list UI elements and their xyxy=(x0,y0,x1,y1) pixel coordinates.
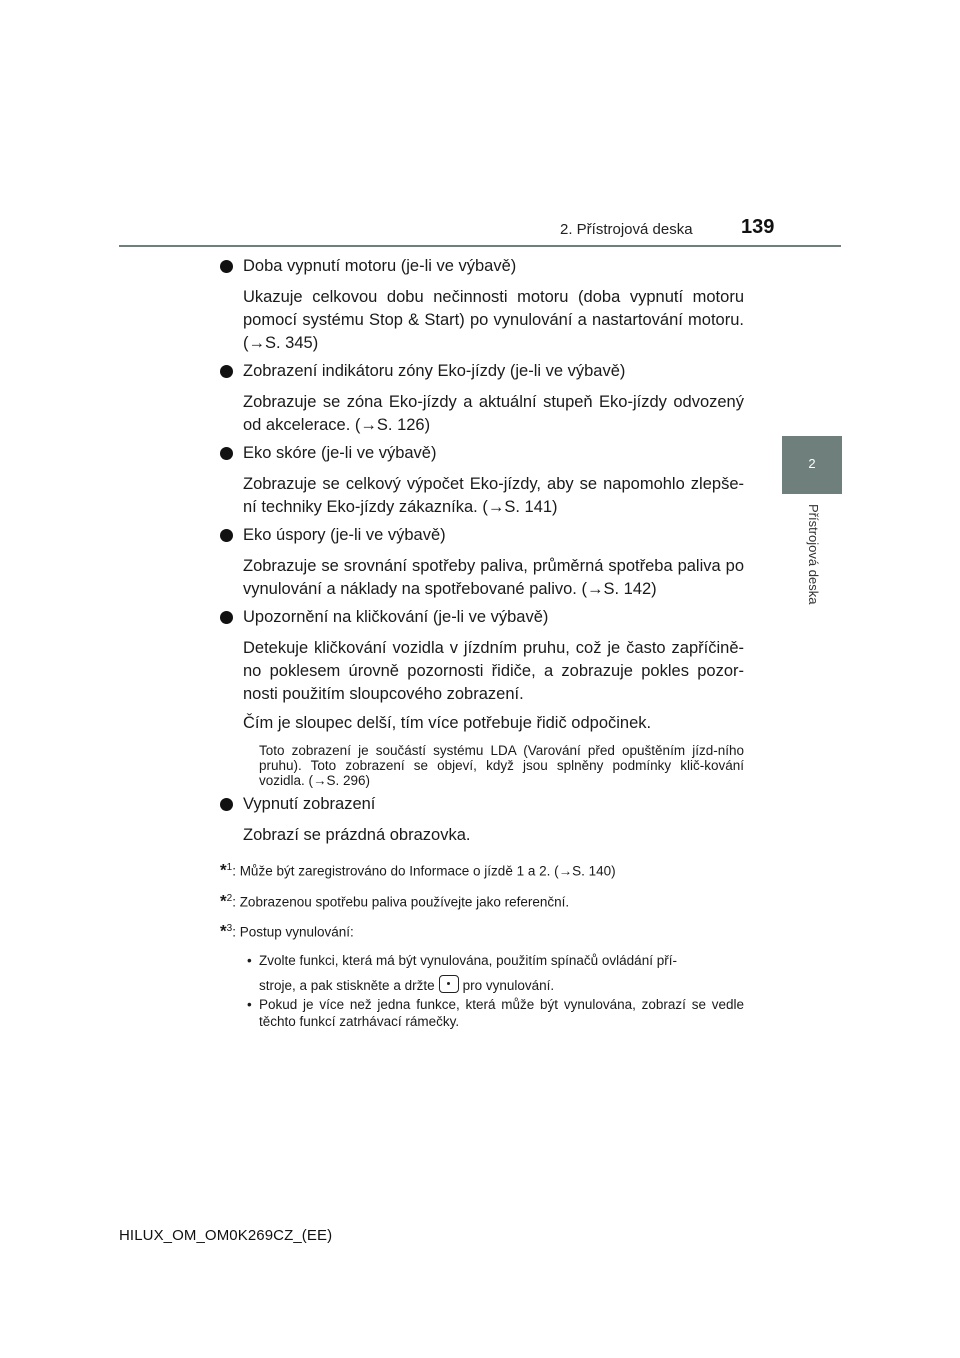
list-item xyxy=(220,255,744,355)
footnote: *$^3$: Postup vynulování: xyxy=(220,921,354,941)
item-title: Doba vypnutí motoru (je-li ve výbavě) xyxy=(243,257,517,275)
reset-step: • Pokud je více než jedna funkce, která může být vynulována, zobrazí se vedle těchto funkcí zatrhávací rámečky. xyxy=(247,996,744,1029)
chapter-number: 2 xyxy=(808,456,816,471)
footnotes xyxy=(220,859,744,1030)
reset-steps xyxy=(220,952,744,1030)
item-description: Detekuje kličkování vozidla v jízdním pruhu, což je často zapříčině-no poklesem úrovně pozornosti řidiče, a zobrazuje pokles pozor-nosti použitím sloupcového zobrazení. xyxy=(243,639,744,703)
item-description-extra: Čím je sloupec delší, tím více potřebuje řidič odpočinek. xyxy=(243,714,652,732)
item-description: Zobrazí se prázdná obrazovka. xyxy=(243,826,471,844)
item-description: Zobrazuje se zóna Eko-jízdy a aktuální stupeň Eko-jízdy odvozený od akcelerace. (→S. 126) xyxy=(243,393,744,434)
item-note: Toto zobrazení je součástí systému LDA (Varování před opuštěním jízd-ního pruhu). Toto zobrazení se objeví, když jsou splněny podmínky klič-kování vozidla. (→S. 296) xyxy=(259,743,744,788)
footnote: *$^2$: Zobrazenou spotřebu paliva používejte jako referenční. xyxy=(220,891,570,910)
bullet-dot-icon: • xyxy=(247,952,252,968)
bullet-icon xyxy=(220,529,233,542)
item-title: Eko skóre (je-li ve výbavě) xyxy=(243,444,437,462)
list-item xyxy=(220,524,744,601)
ok-button-icon xyxy=(439,975,459,993)
item-description: Ukazuje celkovou dobu nečinnosti motoru (doba vypnutí motoru pomocí systému Stop & Start) po vynulování a nastartování motoru. (→S. 345) xyxy=(243,288,744,352)
chapter-tab xyxy=(782,436,842,494)
bullet-icon xyxy=(220,447,233,460)
page-number: 139 xyxy=(741,216,775,238)
list-item xyxy=(220,442,744,519)
document-code: HILUX_OM_OM0K269CZ_(EE) xyxy=(119,1227,333,1244)
reset-step: • Zvolte funkci, která má být vynulována, použitím spínačů ovládání pří- stroje, a pak stiskněte a držte pro vynulování. xyxy=(247,952,677,993)
item-title: Upozornění na kličkování (je-li ve výbavě) xyxy=(243,608,549,626)
section-title: 2. Přístrojová deska xyxy=(560,221,693,238)
main-content xyxy=(220,250,744,1030)
bullet-icon xyxy=(220,365,233,378)
item-title: Zobrazení indikátoru zóny Eko-jízdy (je-li ve výbavě) xyxy=(243,362,626,380)
bullet-icon xyxy=(220,260,233,273)
item-description: Zobrazuje se celkový výpočet Eko-jízdy, aby se napomohlo zlepše-ní techniky Eko-jízdy zákazníka. (→S. 141) xyxy=(243,475,744,516)
list-item xyxy=(220,606,744,788)
list-item xyxy=(220,793,744,847)
item-title: Eko úspory (je-li ve výbavě) xyxy=(243,526,446,544)
item-description: Zobrazuje se srovnání spotřeby paliva, průměrná spotřeba paliva po vynulování a náklady na spotřebované palivo. (→S. 142) xyxy=(243,557,744,598)
bullet-icon xyxy=(220,798,233,811)
bullet-dot-icon: • xyxy=(247,996,252,1012)
footnote: *$^1$: Může být zaregistrováno do Informace o jízdě 1 a 2. (→S. 140) xyxy=(220,860,616,880)
item-title: Vypnutí zobrazení xyxy=(243,795,376,813)
bullet-icon xyxy=(220,611,233,624)
header-divider xyxy=(119,245,841,247)
chapter-label: Přístrojová deska xyxy=(806,504,821,605)
list-item xyxy=(220,360,744,437)
